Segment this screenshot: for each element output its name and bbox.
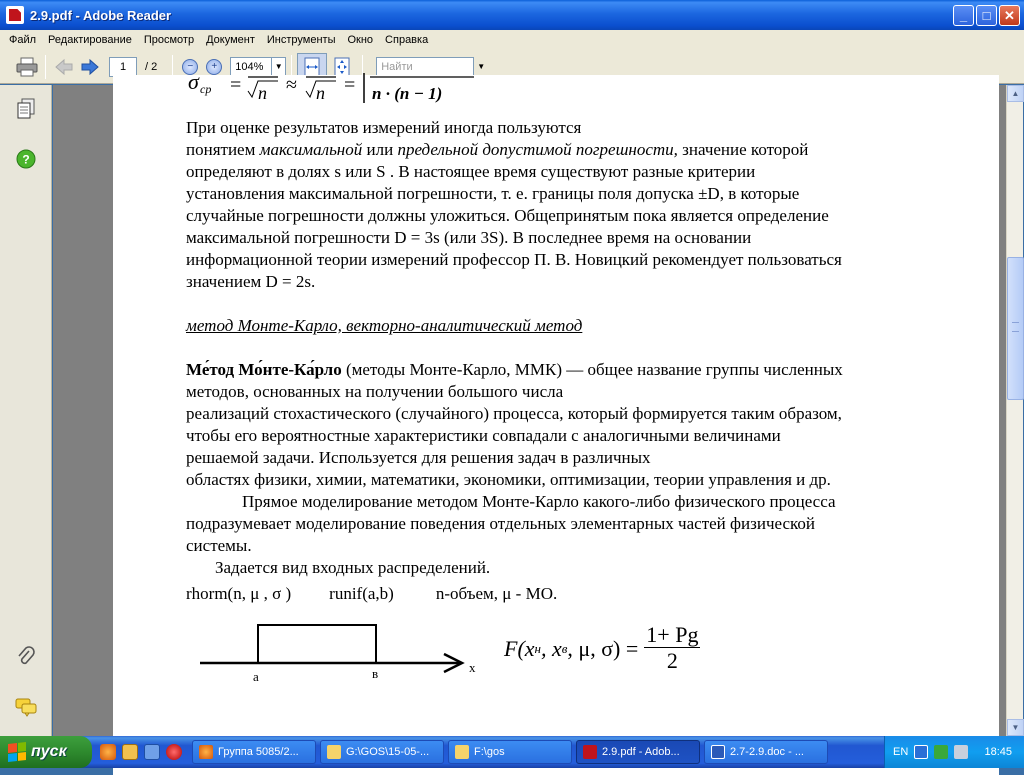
zoom-out-button[interactable]: − [182,59,198,75]
text-line: областях физики, химии, математики, экономики, оптимизации, теории управления и др. [186,470,831,489]
maximize-button[interactable]: □ [976,5,997,26]
text-line: понятием максимальной или предельной допустимой погрешности, значение которой [186,140,809,159]
search-input[interactable]: Найти [376,57,474,77]
help-tray-icon[interactable] [914,745,928,759]
folder-icon [327,745,341,759]
minimize-button[interactable]: _ [953,5,974,26]
formula-F: F(x н , x в , μ, σ) = $\frac{1+ Pg}{2}$ [504,622,699,673]
pdf-icon [583,745,597,759]
clock-app-icon[interactable] [122,744,138,760]
adobe-reader-icon [6,6,24,24]
task-word-doc[interactable]: 2.7-2.9.doc - ... [704,740,828,764]
next-page-button[interactable] [77,54,103,80]
help-icon [16,149,36,169]
svg-text:cp: cp [200,82,212,96]
system-tray [884,736,1024,768]
text-line: значением D = 2s. [186,272,316,291]
svg-text:=: = [230,74,242,96]
menu-help[interactable]: Справка [385,34,429,46]
arrow-right-icon [81,59,99,75]
menu-tools[interactable]: Инструменты [266,34,336,46]
menu-window[interactable]: Окно [347,34,374,46]
prev-page-button[interactable] [51,54,77,80]
task-firefox[interactable]: Группа 5085/2... [192,740,316,764]
svg-text:n · (n − 1): n · (n − 1) [372,84,443,103]
scroll-thumb[interactable] [1007,257,1024,400]
text-line: реализаций стохастического (случайного) процесса, который формируется таким образом, [186,404,842,423]
formula-top [186,69,486,103]
label-a: а [253,669,259,684]
svg-text:=: = [344,74,356,96]
scroll-down-button[interactable]: ▼ [1007,719,1024,736]
scroll-up-button[interactable]: ▲ [1007,85,1024,102]
text-line: методов, основанных на получении большого числа [186,382,564,401]
search-dropdown[interactable]: ▼ [477,62,486,71]
text-line: информационной теории измерений профессор П. В. Новицкий рекомендует пользоваться [186,250,842,269]
show-desktop-icon[interactable] [144,744,160,760]
opera-icon[interactable] [166,744,182,760]
menu-file[interactable]: Файл [9,34,37,46]
page-total: / 2 [145,60,158,73]
paperclip-icon [16,646,36,668]
svg-text:?: ? [22,152,30,167]
windows-logo-icon [8,742,26,762]
quick-launch [100,744,182,760]
section-heading: метод Монте-Карло, векторно-аналитический метод [186,316,583,335]
pages-panel-button[interactable] [14,97,38,121]
close-button[interactable]: ✕ [999,5,1020,26]
zoom-input[interactable]: 104% [230,57,272,77]
zoom-dropdown[interactable]: ▼ [272,57,286,77]
comments-button[interactable] [14,695,38,719]
zoom-in-button[interactable]: + [206,59,222,75]
functions-line: rhorm(n, μ , σ ) runif(a,b) n-объем, μ - МО. [186,584,558,603]
task-adobe-reader[interactable]: 2.9.pdf - Adob... [576,740,700,764]
attachments-button[interactable] [14,645,38,669]
printer-icon [16,57,38,77]
window-title: 2.9.pdf - Adobe Reader [30,7,172,23]
comments-icon [15,697,37,717]
text-line: подразумевает моделирование поведения отдельных элементарных частей физической [186,514,815,533]
firefox-icon [199,745,213,759]
text-line: решаемой задачи. Используется для решения задач в различных [186,448,651,467]
menu-view[interactable]: Просмотр [143,34,195,46]
pdf-page [113,69,999,775]
text-line: системы. [186,536,252,555]
firefox-icon[interactable] [100,744,116,760]
volume-icon[interactable] [954,745,968,759]
text-line: максимальной погрешности D = 3s (или 3S). В последнее время на основании [186,228,752,247]
svg-text:σ: σ [188,69,199,94]
help-panel-button[interactable] [14,147,38,171]
print-button[interactable] [14,54,40,80]
text-line: чтобы его вероятностные характеристики совпадали с аналогичными величинами [186,426,781,445]
folder-icon [455,745,469,759]
vertical-scrollbar[interactable] [1006,85,1023,736]
network-icon[interactable] [934,745,948,759]
text-line: случайные погрешности должны уложиться. Общепринятым пока является определение [186,206,829,225]
taskbar [0,736,1024,768]
text-line: определяют в долях s или S . В настоящее время существуют разные критерии [186,162,756,181]
word-icon [711,745,725,759]
text-line: При оценке результатов измерений иногда пользуются [186,118,582,137]
menu-document[interactable]: Документ [206,34,255,46]
arrow-left-icon [55,59,73,75]
start-button[interactable]: пуск [0,736,92,768]
page-number-input[interactable]: 1 [109,57,137,77]
text-line: Задается вид входных распределений. [215,558,491,577]
uniform-distribution-diagram [200,613,480,683]
language-indicator[interactable]: EN [893,746,909,758]
clock: 18:45 [984,746,1012,758]
label-x: x [469,660,476,675]
navigation-panel [0,85,52,736]
task-folder-gos[interactable]: G:\GOS\15-05-... [320,740,444,764]
menu-bar [0,30,1024,50]
svg-text:≈: ≈ [286,74,297,96]
menu-edit[interactable]: Редактирование [48,34,132,46]
text-line: Прямое моделирование методом Монте-Карло какого-либо физического процесса [242,492,836,511]
svg-text:n: n [258,83,267,103]
text-line: Ме́тод Мо́нте-Ка́рло (методы Монте-Карло, ММК) — общее название группы численных [186,360,843,379]
document-viewport[interactable] [53,69,1006,736]
label-b: в [372,666,379,681]
text-line: установления максимальной погрешности, т. е. границы поля допуска ±D, в которые [186,184,800,203]
pages-icon [16,98,36,120]
svg-text:n: n [316,83,325,103]
title-bar [0,0,1024,30]
task-folder-f[interactable]: F:\gos [448,740,572,764]
